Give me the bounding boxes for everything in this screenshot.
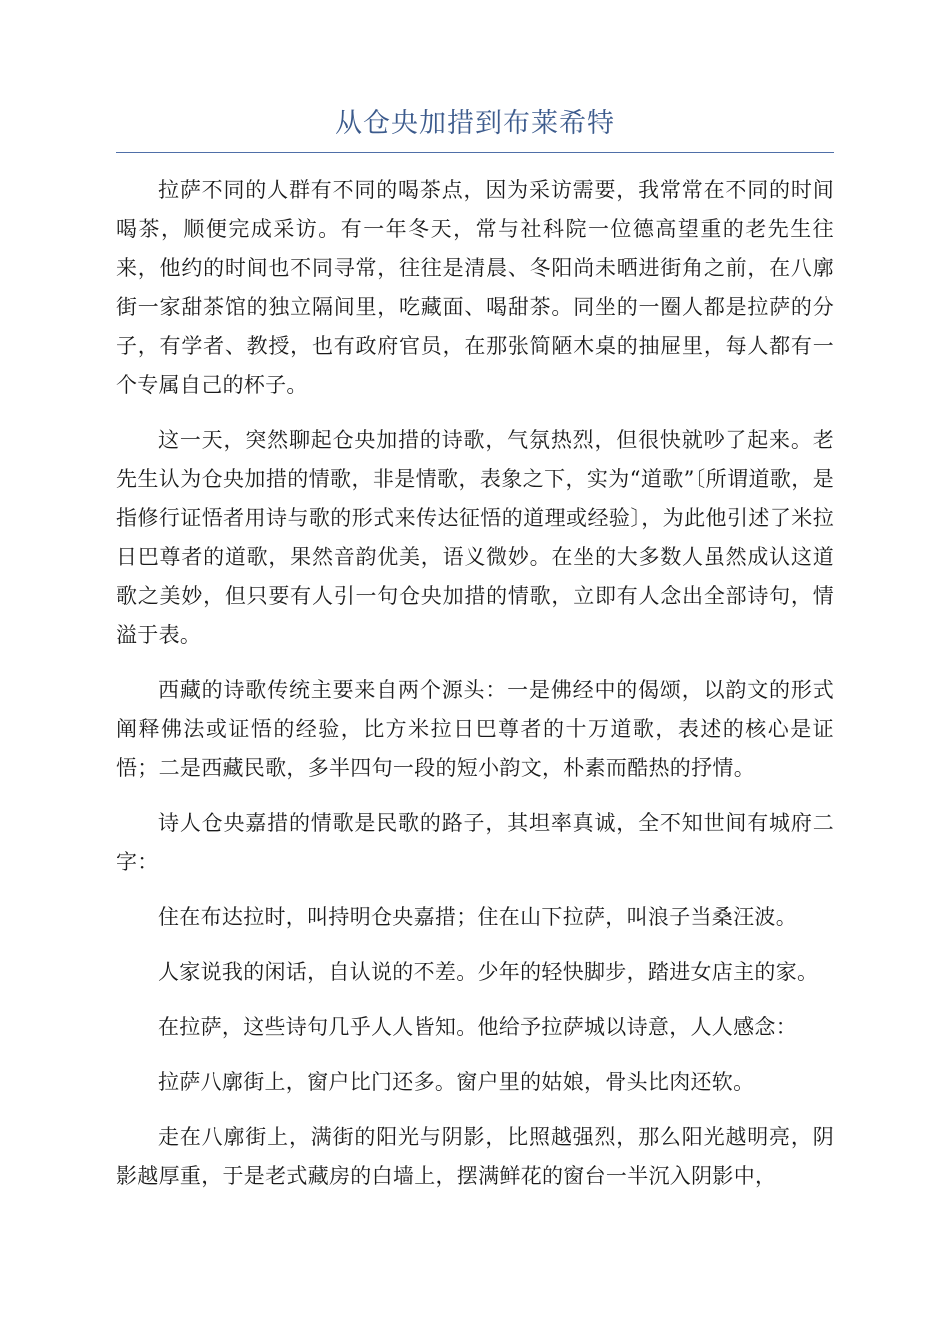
document-title: 从仓央加措到布莱希特 <box>116 104 834 153</box>
document-page <box>116 104 834 1212</box>
paragraph-4: 诗人仓央嘉措的情歌是民歌的路子，其坦率真诚，全不知世间有城府二字： <box>116 811 834 874</box>
paragraph-3: 西藏的诗歌传统主要来自两个源头：一是佛经中的偈颂，以韵文的形式阐释佛法或证悟的经验，比方米拉日巴尊者的十万道歌，表述的核心是证悟；二是西藏民歌，多半四句一段的短小韵文，朴素而酷热的抒情。 <box>116 678 834 780</box>
document-body <box>116 171 834 1196</box>
poem-line-1: 住在布达拉时，叫持明仓央嘉措；住在山下拉萨，叫浪子当桑汪波。 <box>158 905 797 929</box>
poem-line-3: 拉萨八廓街上，窗户比门还多。窗户里的姑娘，骨头比肉还软。 <box>158 1070 755 1094</box>
paragraph-5: 在拉萨，这些诗句几乎人人皆知。他给予拉萨城以诗意，人人感念： <box>158 1015 797 1039</box>
poem-line-2: 人家说我的闲话，自认说的不差。少年的轻快脚步，踏进女店主的家。 <box>158 960 819 984</box>
paragraph-2: 这一天，突然聊起仓央加措的诗歌，气氛热烈，但很快就吵了起来。老先生认为仓央加措的情歌，非是情歌，表象之下，实为“道歌”〔所谓道歌，是指修行证悟者用诗与歌的形式来传达征悟的道理或经验〕，为此他引述了米拉日巴尊者的道歌，果然音韵优美，语义微妙。在坐的大多数人虽然成认这道歌之美妙，但只要有人引一句仓央加措的情歌，立即有人念出全部诗句，情溢于表。 <box>116 428 834 647</box>
paragraph-1: 拉萨不同的人群有不同的喝茶点，因为采访需要，我常常在不同的时间喝茶，顺便完成采访。有一年冬天，常与社科院一位德高望重的老先生往来，他约的时间也不同寻常，往往是清晨、冬阳尚未晒进街角之前，在八廓街一家甜茶馆的独立隔间里，吃藏面、喝甜茶。同坐的一圈人都是拉萨的分子，有学者、教授，也有政府官员，在那张简陋木桌的抽屉里，每人都有一个专属自己的杯子。 <box>116 178 834 397</box>
paragraph-6: 走在八廓街上，满街的阳光与阴影，比照越强烈，那么阳光越明亮，阴影越厚重，于是老式藏房的白墙上，摆满鲜花的窗台一半沉入阴影中， <box>116 1125 834 1188</box>
